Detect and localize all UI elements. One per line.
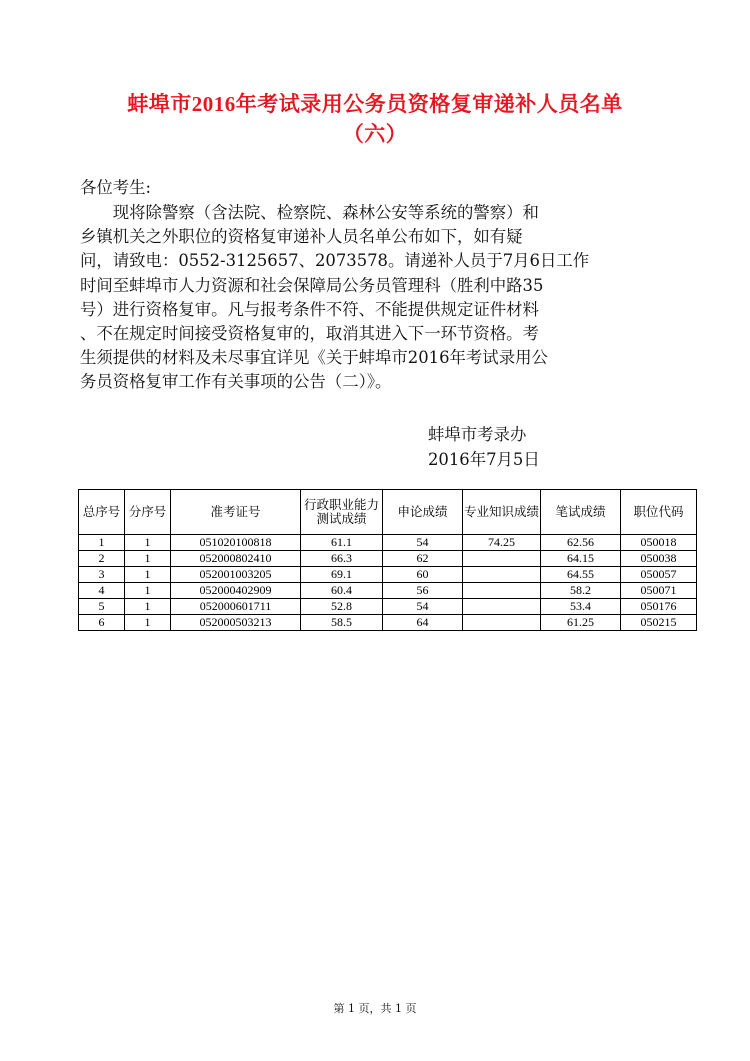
paragraph-line: 生须提供的材料及未尽事宜详见《关于蚌埠市2016年考试录用公 bbox=[80, 348, 548, 368]
signature-org: 蚌埠市考录办 bbox=[428, 425, 527, 444]
paragraph-line: 时间至蚌埠市人力资源和社会保障局公务员管理科（胜利中路35 bbox=[80, 275, 544, 295]
cell-professional-score: 74.25 bbox=[463, 535, 541, 551]
cell-position-code: 050215 bbox=[621, 615, 697, 631]
cell-total-seq: 4 bbox=[79, 583, 125, 599]
cell-position-code: 050018 bbox=[621, 535, 697, 551]
cell-total-seq: 3 bbox=[79, 567, 125, 583]
document-subtitle: （六） bbox=[342, 122, 408, 146]
cell-aptitude-score: 60.4 bbox=[301, 583, 383, 599]
greeting: 各位考生: bbox=[80, 178, 152, 197]
cell-essay-score: 60 bbox=[383, 567, 463, 583]
results-table bbox=[78, 489, 697, 631]
header-written-score: 笔试成绩 bbox=[541, 490, 621, 535]
cell-position-code: 050176 bbox=[621, 599, 697, 615]
cell-exam-id: 052000601711 bbox=[171, 599, 301, 615]
header-aptitude-score: 行政职业能力测试成绩 bbox=[301, 490, 383, 535]
signature-date: 2016年7月5日 bbox=[428, 450, 540, 469]
cell-sub-seq: 1 bbox=[125, 551, 171, 567]
header-exam-id: 准考证号 bbox=[171, 490, 301, 535]
cell-sub-seq: 1 bbox=[125, 615, 171, 631]
notice-paragraph bbox=[80, 201, 670, 395]
cell-professional-score bbox=[463, 615, 541, 631]
cell-exam-id: 052000503213 bbox=[171, 615, 301, 631]
header-sub-seq: 分序号 bbox=[125, 490, 171, 535]
table-header-row bbox=[79, 490, 697, 535]
document-title: 蚌埠市2016年考试录用公务员资格复审递补人员名单 bbox=[127, 92, 623, 116]
cell-essay-score: 64 bbox=[383, 615, 463, 631]
cell-aptitude-score: 69.1 bbox=[301, 567, 383, 583]
cell-professional-score bbox=[463, 583, 541, 599]
cell-sub-seq: 1 bbox=[125, 583, 171, 599]
cell-aptitude-score: 66.3 bbox=[301, 551, 383, 567]
table-row bbox=[79, 535, 697, 551]
paragraph-line: 务员资格复审工作有关事项的公告（二）》。 bbox=[80, 372, 392, 392]
table-row bbox=[79, 567, 697, 583]
cell-total-seq: 6 bbox=[79, 615, 125, 631]
header-essay-score: 申论成绩 bbox=[383, 490, 463, 535]
cell-professional-score bbox=[463, 567, 541, 583]
table-row bbox=[79, 599, 697, 615]
paragraph-line: 现将除警察（含法院、检察院、森林公安等系统的警察）和 bbox=[80, 203, 539, 222]
cell-written-score: 64.15 bbox=[541, 551, 621, 567]
page-footer: 第 1 页，共 1 页 bbox=[333, 1002, 417, 1015]
cell-written-score: 62.56 bbox=[541, 535, 621, 551]
paragraph-line: 、不在规定时间接受资格复审的，取消其进入下一环节资格。考 bbox=[80, 324, 539, 344]
cell-total-seq: 1 bbox=[79, 535, 125, 551]
cell-written-score: 58.2 bbox=[541, 583, 621, 599]
cell-exam-id: 052000402909 bbox=[171, 583, 301, 599]
cell-essay-score: 54 bbox=[383, 599, 463, 615]
cell-sub-seq: 1 bbox=[125, 599, 171, 615]
cell-aptitude-score: 58.5 bbox=[301, 615, 383, 631]
cell-written-score: 61.25 bbox=[541, 615, 621, 631]
cell-aptitude-score: 52.8 bbox=[301, 599, 383, 615]
header-total-seq: 总序号 bbox=[79, 490, 125, 535]
cell-total-seq: 5 bbox=[79, 599, 125, 615]
cell-essay-score: 56 bbox=[383, 583, 463, 599]
paragraph-line: 问，请致电：0552-3125657、2073578。请递补人员于7月6日工作 bbox=[80, 251, 590, 271]
cell-total-seq: 2 bbox=[79, 551, 125, 567]
cell-exam-id: 051020100818 bbox=[171, 535, 301, 551]
paragraph-line: 乡镇机关之外职位的资格复审递补人员名单公布如下，如有疑 bbox=[80, 227, 523, 247]
cell-exam-id: 052000802410 bbox=[171, 551, 301, 567]
cell-professional-score bbox=[463, 551, 541, 567]
cell-essay-score: 54 bbox=[383, 535, 463, 551]
table-row bbox=[79, 615, 697, 631]
cell-aptitude-score: 61.1 bbox=[301, 535, 383, 551]
header-professional-score: 专业知识成绩 bbox=[463, 490, 541, 535]
cell-written-score: 53.4 bbox=[541, 599, 621, 615]
paragraph-line: 号）进行资格复审。凡与报考条件不符、不能提供规定证件材料 bbox=[80, 299, 539, 319]
cell-professional-score bbox=[463, 599, 541, 615]
cell-sub-seq: 1 bbox=[125, 567, 171, 583]
cell-position-code: 050071 bbox=[621, 583, 697, 599]
table-row bbox=[79, 551, 697, 567]
cell-written-score: 64.55 bbox=[541, 567, 621, 583]
table-row bbox=[79, 583, 697, 599]
header-position-code: 职位代码 bbox=[621, 490, 697, 535]
cell-exam-id: 052001003205 bbox=[171, 567, 301, 583]
cell-sub-seq: 1 bbox=[125, 535, 171, 551]
cell-essay-score: 62 bbox=[383, 551, 463, 567]
cell-position-code: 050038 bbox=[621, 551, 697, 567]
cell-position-code: 050057 bbox=[621, 567, 697, 583]
